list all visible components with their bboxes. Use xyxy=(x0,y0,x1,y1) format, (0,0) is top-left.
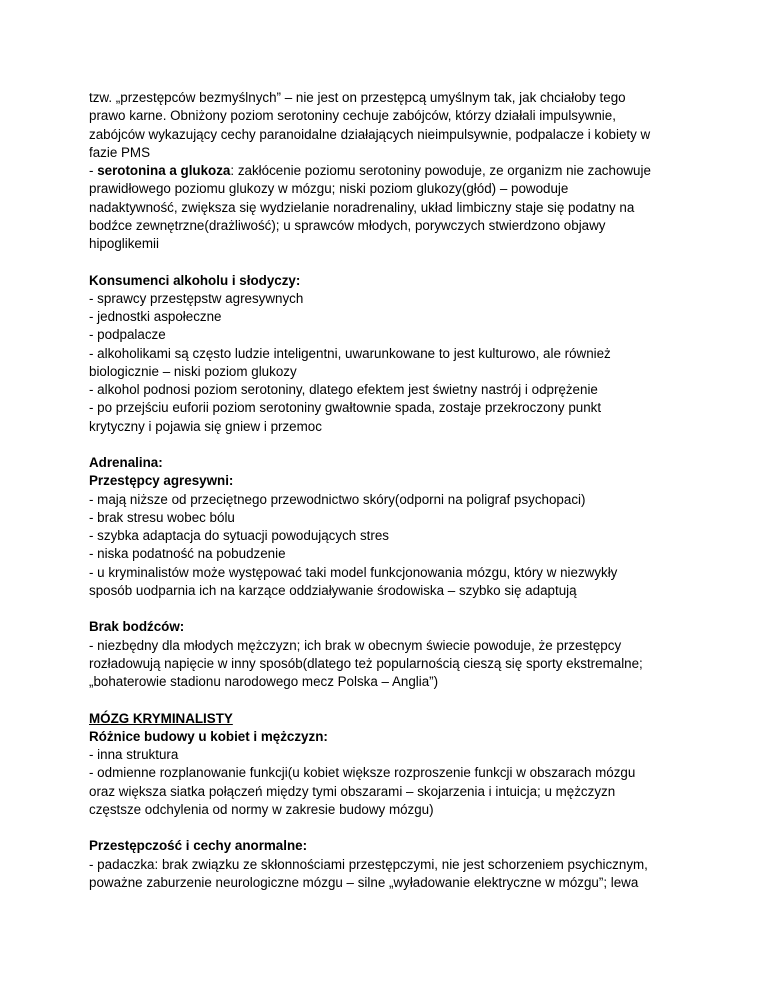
text-line: tzw. „przestępców bezmyślnych” – nie jest on przestępcą umyślnym tak, jak chciałoby tego xyxy=(89,90,626,105)
text-line: prawo karne. Obniżony poziom serotoniny cechuje zabójców, którzy działali impulsywnie, xyxy=(89,108,616,124)
heading-text: Adrenalina: xyxy=(89,455,163,470)
subheading-text: Różnice budowy u kobiet i mężczyzn: xyxy=(89,728,328,744)
text-line: nadaktywność, zwiększa się wydzielanie noradrenaliny, układ limbiczny staje się podatny na xyxy=(89,199,635,215)
document-page xyxy=(89,89,689,892)
adrenaline-section xyxy=(89,454,689,600)
text-line: poważne zaburzenie neurologiczne mózgu – silne „wyładowanie elektryczne w mózgu”; lewa xyxy=(89,874,639,890)
section-subheading xyxy=(89,472,689,490)
list-item: - niezbędny dla młodych mężczyzn; ich brak w obecnym świecie powoduje, że przestępcy xyxy=(89,637,622,653)
bullet-prefix: - xyxy=(89,163,98,178)
section-heading xyxy=(89,837,689,855)
list-item: - odmienne rozplanowanie funkcji(u kobiet większe rozproszenie funkcji w obszarach mózgu xyxy=(89,765,636,781)
section-heading xyxy=(89,272,689,290)
heading-text: MÓZG KRYMINALISTY xyxy=(89,710,233,726)
list-item: - alkohol podnosi poziom serotoniny, dlatego efektem jest świetny nastrój i odprężenie xyxy=(89,382,598,397)
list-item: - mają niższe od przeciętnego przewodnictwo skóry(odporni na poligraf psychopaci) xyxy=(89,491,586,507)
paragraph-gap xyxy=(89,600,689,618)
section-subheading xyxy=(89,728,689,746)
list-item: - brak stresu wobec bólu xyxy=(89,509,235,525)
paragraph-gap xyxy=(89,691,689,709)
list-item: - padaczka: brak związku ze skłonnościami przestępczymi, nie jest schorzeniem psychicznym, xyxy=(89,856,648,872)
list-item: - niska podatność na pobudzenie xyxy=(89,546,286,562)
heading-text: Przestępczość i cechy anormalne: xyxy=(89,838,308,854)
section-heading xyxy=(89,618,689,636)
text-line: oraz większa siatka połączeń między tymi obszarami – skojarzenia i intuicja; u mężczyzn xyxy=(89,783,616,799)
list-item: - jednostki aspołeczne xyxy=(89,309,222,324)
list-item: - szybka adaptacja do sytuacji powodujących stres xyxy=(89,528,389,543)
text-line: rozładowują napięcie w inny sposób(dlatego też popularnością cieszą się sporty ekstremalne; xyxy=(89,655,643,671)
intro-paragraph xyxy=(89,89,689,162)
text-line: biologicznie – niski poziom glukozy xyxy=(89,363,297,379)
list-item: - alkoholikami są często ludzie inteligentni, uwarunkowane to jest kulturowo, ale również xyxy=(89,345,611,361)
list-item: - podpalacze xyxy=(89,327,166,343)
chapter-heading xyxy=(89,710,689,728)
list-item: - sprawcy przestępstw agresywnych xyxy=(89,290,304,306)
text-line: częstsze odchylenia od normy w zakresie budowy mózgu) xyxy=(89,801,434,817)
paragraph-gap xyxy=(89,436,689,454)
list-item: - po przejściu euforii poziom serotoniny gwałtownie spada, zostaje przekroczony punkt xyxy=(89,400,602,416)
text-line: hipoglikemii xyxy=(89,236,159,251)
text-line xyxy=(89,162,689,180)
bold-term: serotonina a glukoza xyxy=(97,163,231,178)
subheading-text: Przestępcy agresywni: xyxy=(89,473,234,489)
criminal-brain-section xyxy=(89,710,689,820)
text-line: fazie PMS xyxy=(89,144,151,160)
consumers-section xyxy=(89,272,689,436)
heading-text: Konsumenci alkoholu i słodyczy: xyxy=(89,272,301,288)
text-line: prawidłowego poziomu glukozy w mózgu; niski poziom glukozy(głód) – powoduje xyxy=(89,181,569,197)
serotonin-glucose-paragraph xyxy=(89,162,689,253)
criminality-section xyxy=(89,837,689,892)
text-line: krytyczny i pojawia się gniew i przemoc xyxy=(89,418,322,434)
list-item: - inna struktura xyxy=(89,747,179,762)
text-line: zabójców wykazujący cechy paranoidalne działających nieimpulsywnie, podpalacze i kobiety w xyxy=(89,126,651,142)
paragraph-gap xyxy=(89,819,689,837)
paragraph-gap xyxy=(89,253,689,271)
text-line: sposób uodparnia ich na karzące oddziaływanie środowiska – szybko się adaptują xyxy=(89,582,577,598)
heading-text: Brak bodźców: xyxy=(89,619,185,635)
text-line: bodźce zewnętrzne(drażliwość); u sprawców młodych, porywczych stwierdzono objawy xyxy=(89,217,606,233)
text-run: : zakłócenie poziomu serotoniny powoduje, ze organizm nie zachowuje xyxy=(230,163,651,178)
section-heading xyxy=(89,454,689,472)
lack-of-stimuli-section xyxy=(89,618,689,691)
text-line: „bohaterowie stadionu narodowego mecz Polska – Anglia”) xyxy=(89,674,439,689)
list-item: - u kryminalistów może występować taki model funkcjonowania mózgu, który w niezwykły xyxy=(89,564,618,580)
